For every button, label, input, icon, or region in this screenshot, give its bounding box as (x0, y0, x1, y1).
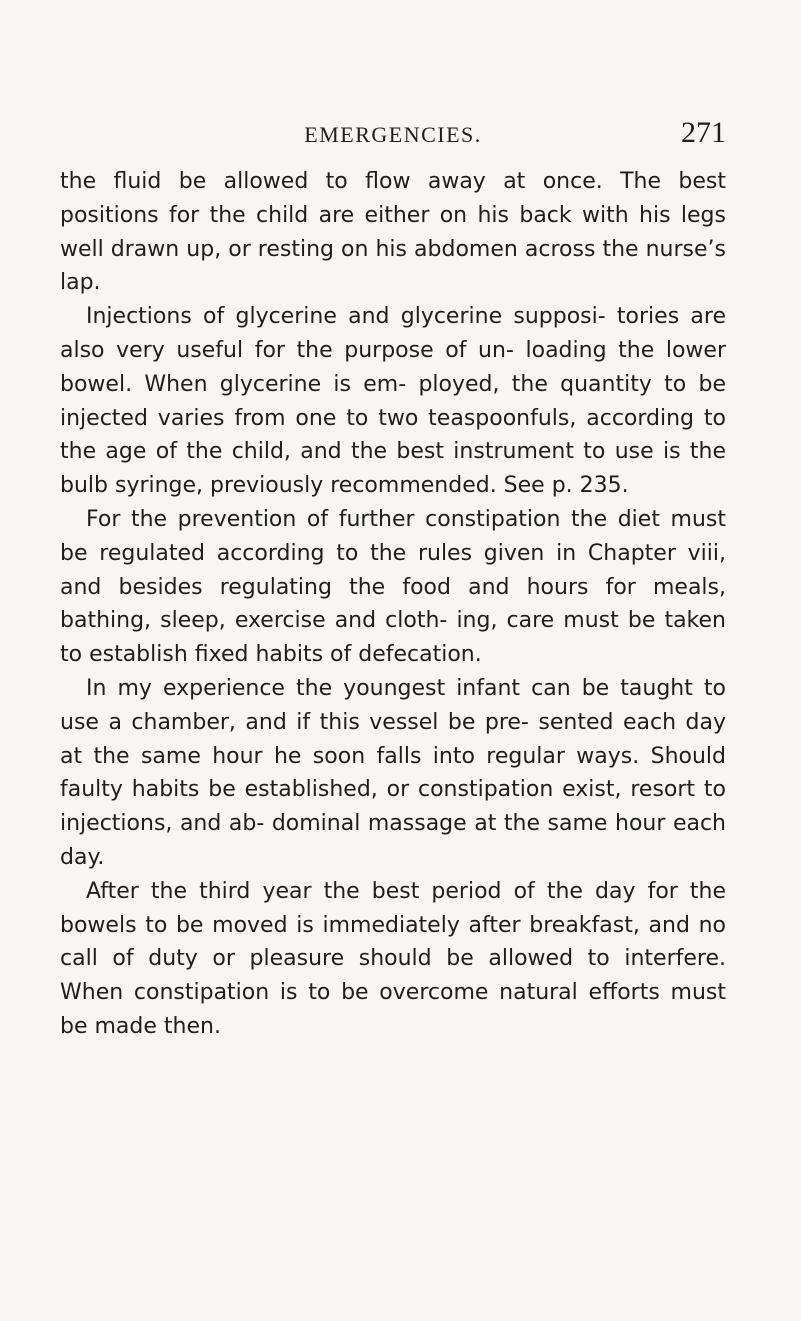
running-title: EMERGENCIES. (304, 122, 482, 147)
paragraph-experience: In my experience the youngest infant can be taught to use a chamber, and if this vessel be pre- sented each day at the same hour he soon falls into regular ways. Should faulty habits be established, or constipation exist, resort to injections, and ab- dominal massage at the same hour each day. (60, 675, 726, 870)
page-number: 271 (681, 116, 726, 149)
paragraph-prevention: For the prevention of further constipation the diet must be regulated according to the rules given in Chapter viii, and besides regulating the food and hours for meals, bathing, sleep, exercise and cloth- ing, care must be taken to establish fixed habits of defecation. (60, 506, 726, 668)
paragraph-continued: the fluid be allowed to flow away at once. The best positions for the child are either on his back with his legs well drawn up, or resting on his abdomen across the nurse’s lap. (60, 169, 726, 296)
running-head (60, 116, 726, 156)
paragraph-after-third-year: After the third year the best period of the day for the bowels to be moved is immediately after breakfast, and no call of duty or pleasure should be allowed to interfere. When constipation is to be overcome natural efforts must be made then. (60, 878, 726, 1039)
body-text (60, 165, 726, 1044)
paragraph-injections: Injections of glycerine and glycerine supposi- tories are also very useful for the purpose of un- loading the lower bowel. When glycerine is em- ployed, the quantity to be injected varies from one to two teaspoonfuls, according to the age of the child, and the best instrument to use is the bulb syringe, previously recommended. See p. 235. (60, 304, 726, 499)
